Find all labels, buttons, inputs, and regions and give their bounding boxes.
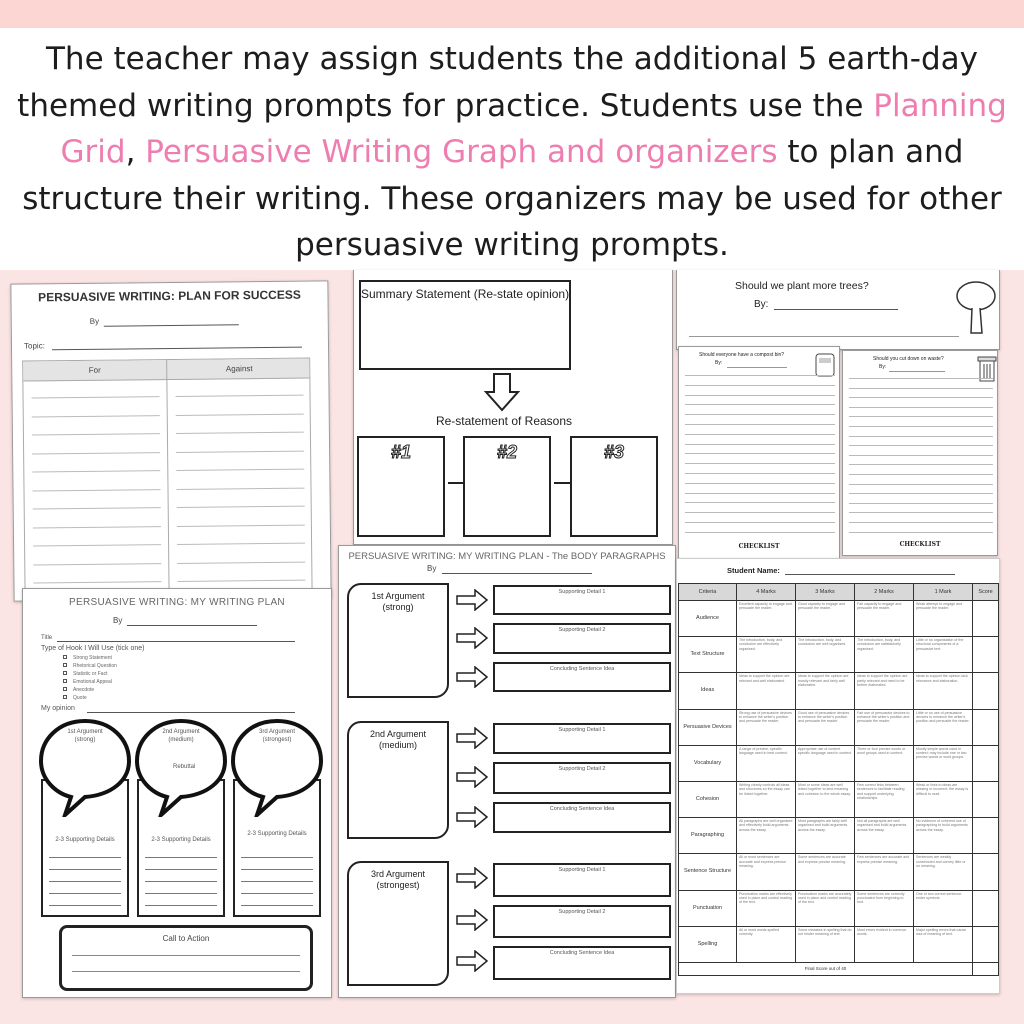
right-arrow-icon	[455, 627, 489, 649]
argument-label: 3rd Argument	[258, 729, 296, 735]
rubric-cell: Weak attempt to engage and persuade the reader.	[914, 601, 973, 637]
sheet-title: PERSUASIVE WRITING: PLAN FOR SUCCESS	[38, 287, 301, 305]
writing-line[interactable]	[145, 857, 217, 858]
writing-line[interactable]	[241, 881, 313, 882]
rubric-cell: Little or no use of persuasive devices to enhance the writer's position and persuade the reader.	[914, 709, 973, 745]
right-arrow-icon	[455, 867, 489, 889]
hook-label: Rhetorical Question	[73, 663, 117, 669]
argument-label: 2nd Argument	[162, 729, 200, 735]
checkbox-icon[interactable]	[63, 687, 67, 691]
summary-label: Summary Statement (Re-state opinion)	[361, 287, 570, 301]
detail-box[interactable]	[493, 905, 671, 939]
headline-text	[0, 28, 1024, 270]
criteria-cell: Audience	[679, 601, 737, 637]
supporting-details-label: 2-3 Supporting Details	[151, 837, 211, 843]
writing-line[interactable]	[849, 407, 993, 408]
detail-label: Supporting Detail 2	[558, 766, 606, 773]
writing-line[interactable]	[241, 905, 313, 906]
organizers-highlight: Persuasive Writing Graph and organizers	[145, 134, 778, 170]
rubric-cell: No evidence of coherent use of paragraphing to build arguments across the essay.	[914, 818, 973, 854]
rubric-header: Criteria	[679, 584, 737, 601]
right-arrow-icon	[455, 666, 489, 688]
checklist-label: CHECKLIST	[738, 543, 780, 550]
argument-strength: (strongest)	[262, 737, 292, 743]
detail-label: Supporting Detail 2	[558, 908, 606, 915]
hook-option[interactable]	[63, 655, 112, 661]
detail-box[interactable]	[493, 662, 671, 692]
checkbox-icon[interactable]	[63, 663, 67, 667]
rubric-cell: The introduction, body, and conclusion are satisfactorily organised.	[855, 637, 914, 673]
by-label: By:	[754, 299, 769, 310]
compost-prompt-sheet	[678, 346, 840, 560]
sheet-title: PERSUASIVE WRITING: MY WRITING PLAN	[69, 597, 285, 608]
rubric-header: 4 Marks	[737, 584, 796, 601]
writing-line[interactable]	[849, 474, 993, 475]
rubric-cell: All or most words spelled correctly.	[737, 926, 796, 962]
right-arrow-icon	[455, 806, 489, 828]
writing-line[interactable]	[849, 388, 993, 389]
argument-strength: (strongest)	[376, 880, 420, 890]
rubric-header: Score	[973, 584, 999, 601]
writing-line[interactable]	[849, 426, 993, 427]
writing-line[interactable]	[176, 487, 304, 489]
checkbox-icon[interactable]	[63, 679, 67, 683]
rubric-row	[679, 854, 999, 890]
headline-part-2: to plan and structure their writing. These organizers may be used for other persuasive writing prompts.	[22, 134, 1002, 263]
rubric-cell: Most paragraphs are fairly well organised and build arguments across the essay.	[796, 818, 855, 854]
criteria-cell: Sentence Structure	[679, 854, 737, 890]
score-cell[interactable]	[973, 601, 999, 637]
detail-label: Supporting Detail 2	[558, 627, 606, 634]
writing-line[interactable]	[849, 512, 993, 513]
hook-label: Type of Hook I Will Use (tick one)	[41, 645, 145, 652]
writing-line[interactable]	[685, 483, 835, 484]
rubric-cell: The introduction, body, and conclusion are effectively organised.	[737, 637, 796, 673]
rubric-row	[679, 890, 999, 926]
score-cell[interactable]	[973, 709, 999, 745]
summary-statement-box[interactable]	[359, 280, 571, 370]
rubric-cell: Not all paragraphs are well organised and build arguments across the essay.	[855, 818, 914, 854]
tree-icon	[954, 278, 998, 336]
hook-option[interactable]	[63, 663, 117, 669]
checklist-label: CHECKLIST	[899, 541, 941, 548]
reason-box[interactable]	[463, 436, 551, 537]
writing-line[interactable]	[849, 503, 993, 504]
writing-line[interactable]	[145, 869, 217, 870]
argument-strength: (strong)	[382, 602, 414, 612]
writing-line[interactable]	[176, 450, 304, 452]
rubric-row	[679, 637, 999, 673]
writing-line[interactable]	[177, 543, 305, 545]
writing-line[interactable]	[49, 905, 121, 906]
rebuttal-note: Rebuttal	[173, 764, 196, 770]
prompt-title: Should you cut down on waste?	[873, 356, 944, 362]
rubric-cell: Fair use of persuasive devices to enhance the writer's position and persuade the reader.	[855, 709, 914, 745]
plan-for-success-sheet	[10, 280, 331, 601]
rubric-cell: Fair capacity to engage and persuade the reader.	[855, 601, 914, 637]
rubric-cell: Some sentences are accurate and express precise meaning.	[796, 854, 855, 890]
hook-label: Anecdote	[73, 687, 95, 693]
writing-line[interactable]	[49, 857, 121, 858]
hook-label: Emotional Appeal	[73, 679, 112, 685]
writing-line[interactable]	[145, 881, 217, 882]
detail-box[interactable]	[493, 863, 671, 897]
writing-line[interactable]	[849, 493, 993, 494]
writing-line[interactable]	[685, 502, 835, 503]
writing-line[interactable]	[145, 893, 217, 894]
reason-box[interactable]	[570, 436, 658, 537]
rubric-cell: Ideas to support the opinion are relevant and well elaborated.	[737, 673, 796, 709]
prompt-title: Should we plant more trees?	[735, 280, 869, 292]
writing-line[interactable]	[49, 893, 121, 894]
rubric-cell: Weak or links to ideas are missing or incorrect; the essay is difficult to read.	[914, 781, 973, 817]
rubric-cell: Some mistakes in spelling that do not hinder meaning of text.	[796, 926, 855, 962]
rubric-cell: Mostly simple words used in context; may include one or two precise words or word groups.	[914, 745, 973, 781]
rubric-cell: All or most sentences are accurate and express precise meaning.	[737, 854, 796, 890]
rubric-cell: Writing clearly controls all ideas and structures so the essay can be linked together.	[737, 781, 796, 817]
writing-line[interactable]	[33, 544, 161, 546]
argument-label: 2nd Argument	[369, 729, 427, 739]
conclusion-sheet	[353, 270, 673, 545]
hook-label: Strong Statement	[73, 655, 112, 661]
down-arrow-icon	[482, 372, 522, 412]
writing-line[interactable]	[685, 404, 835, 405]
criteria-cell: Cohesion	[679, 781, 737, 817]
writing-line[interactable]	[849, 397, 993, 398]
writing-line[interactable]	[49, 869, 121, 870]
hook-option[interactable]	[63, 687, 94, 693]
argument-label: 1st Argument	[371, 591, 425, 601]
restatement-label: Re-statement of Reasons	[435, 414, 573, 428]
rubric-row	[679, 781, 999, 817]
detail-box[interactable]	[493, 623, 671, 653]
rubric-cell: Strong use of persuasive devices to enhance the writer's position and persuade the reader.	[737, 709, 796, 745]
score-cell[interactable]	[973, 854, 999, 890]
criteria-cell: Persuasive Devices	[679, 709, 737, 745]
rubric-cell: Three or four precise words or word groups used in context.	[855, 745, 914, 781]
detail-label: Supporting Detail 1	[558, 589, 606, 595]
rubric-cell: Ideas to support the opinion lack relevance and elaboration.	[914, 673, 973, 709]
writing-line[interactable]	[32, 396, 160, 398]
writing-line[interactable]	[685, 385, 835, 386]
by-label: By:	[715, 360, 723, 366]
writing-line[interactable]	[177, 506, 305, 508]
for-against-table	[22, 358, 312, 597]
right-arrow-icon	[448, 482, 464, 484]
hook-option[interactable]	[63, 671, 107, 677]
writing-line[interactable]	[849, 378, 993, 379]
detail-box[interactable]	[493, 946, 671, 980]
writing-line[interactable]	[241, 893, 313, 894]
writing-line[interactable]	[176, 395, 304, 397]
topic-label: Topic:	[23, 341, 45, 351]
hook-option[interactable]	[63, 679, 112, 685]
rubric-cell: One or two correct sentence-ender symbols.	[914, 890, 973, 926]
writing-line[interactable]	[685, 424, 835, 425]
rubric-cell: Punctuation marks are effectively used in place and control reading of the text.	[737, 890, 796, 926]
writing-line[interactable]	[32, 452, 160, 454]
rubric-cell: Most or some ideas are well linked together to lend meaning and cohesion to the whole essay.	[796, 781, 855, 817]
writing-line[interactable]	[685, 493, 835, 494]
score-cell[interactable]	[973, 818, 999, 854]
writing-line[interactable]	[241, 869, 313, 870]
by-label: By	[113, 616, 123, 625]
supporting-details-label: 2-3 Supporting Details	[247, 831, 307, 837]
criteria-cell: Text Structure	[679, 637, 737, 673]
rubric-cell: Excellent capacity to engage and persuade the reader.	[737, 601, 796, 637]
supporting-details-label: 2-3 Supporting Details	[55, 837, 115, 843]
rubric-cell: A range of precise, specific language used in best context.	[737, 745, 796, 781]
reason-box[interactable]	[357, 436, 445, 537]
criteria-cell: Spelling	[679, 926, 737, 962]
rubric-table	[678, 583, 999, 976]
rubric-footer-row	[679, 962, 999, 975]
score-cell[interactable]	[973, 781, 999, 817]
writing-line[interactable]	[177, 580, 305, 582]
right-arrow-icon	[455, 589, 489, 611]
col-against: Against	[225, 364, 253, 374]
col-for: For	[88, 365, 101, 375]
rubric-header: 2 Marks	[855, 584, 914, 601]
detail-box[interactable]	[493, 585, 671, 615]
rubric-cell: Few sentences are accurate and express precise meaning.	[855, 854, 914, 890]
trees-prompt-sheet	[676, 270, 1000, 350]
rubric-header: 3 Marks	[796, 584, 855, 601]
criteria-cell: Vocabulary	[679, 745, 737, 781]
detail-label: Supporting Detail 1	[558, 867, 606, 873]
checkbox-icon[interactable]	[63, 655, 67, 659]
writing-line[interactable]	[849, 532, 993, 533]
by-label: By	[427, 564, 437, 573]
writing-line[interactable]	[685, 473, 835, 474]
rubric-cell: Some sentences are correctly punctuated from beginning to end.	[855, 890, 914, 926]
detail-label: Concluding Sentence Idea	[549, 950, 615, 957]
writing-line[interactable]	[849, 416, 993, 417]
writing-line[interactable]	[685, 453, 835, 454]
score-cell[interactable]	[973, 637, 999, 673]
rubric-header: 1 Mark	[914, 584, 973, 601]
argument-strength: (medium)	[168, 737, 194, 743]
call-to-action-box[interactable]	[59, 925, 313, 991]
rubric-cell: Ideas to support the opinion are mostly relevant and fairly well elaborated.	[796, 673, 855, 709]
argument-box[interactable]	[347, 861, 449, 986]
argument-box[interactable]	[347, 583, 449, 698]
writing-line[interactable]	[241, 857, 313, 858]
score-cell[interactable]	[973, 673, 999, 709]
writing-line[interactable]	[32, 470, 160, 472]
rubric-row	[679, 818, 999, 854]
rubric-row	[679, 926, 999, 962]
criteria-cell: Ideas	[679, 673, 737, 709]
rubric-cell: Good use of persuasive devices to enhance the writer's position and persuade the reader.	[796, 709, 855, 745]
right-arrow-icon	[455, 727, 489, 749]
rubric-row	[679, 601, 999, 637]
rubric-row	[679, 709, 999, 745]
title-label: Title	[41, 635, 53, 641]
reason-number: #2	[496, 442, 518, 462]
rubric-cell: Appropriate use of content specific language used in context.	[796, 745, 855, 781]
by-label: By:	[879, 364, 887, 370]
hook-label: Quote	[73, 695, 87, 701]
writing-line[interactable]	[32, 415, 160, 417]
writing-line[interactable]	[849, 464, 993, 465]
score-cell[interactable]	[973, 745, 999, 781]
rubric-cell: Ideas to support the opinion are partly relevant and need to be further elaborated.	[855, 673, 914, 709]
checkbox-icon[interactable]	[63, 695, 67, 699]
detail-box[interactable]	[493, 723, 671, 754]
detail-label: Supporting Detail 1	[558, 727, 606, 733]
writing-line[interactable]	[685, 414, 835, 415]
headline-part-1: The teacher may assign students the additional 5 earth-day themed writing prompts for practice. Students use the	[17, 41, 979, 124]
writing-line[interactable]	[177, 561, 305, 563]
writing-line[interactable]	[33, 563, 161, 565]
writing-line[interactable]	[685, 444, 835, 445]
planning-grid-highlight: Planning Grid	[60, 87, 1007, 170]
criteria-cell: Paragraphing	[679, 818, 737, 854]
right-arrow-icon	[554, 482, 570, 484]
prompt-title: Should everyone have a compost bin?	[699, 352, 785, 358]
writing-line[interactable]	[176, 413, 304, 415]
final-score-label: Final Score out of 40	[679, 962, 973, 975]
argument-label: 3rd Argument	[370, 869, 426, 879]
detail-label: Concluding Sentence Idea	[549, 665, 615, 672]
call-to-action-label: Call to Action	[162, 934, 210, 943]
right-arrow-icon	[455, 950, 489, 972]
rubric-cell: All paragraphs are well organised and effectively build arguments across the essay.	[737, 818, 796, 854]
writing-line[interactable]	[685, 522, 835, 523]
writing-line[interactable]	[849, 436, 993, 437]
rubric-cell: Sentences are weakly constructed and convey little or no meaning.	[914, 854, 973, 890]
right-arrow-icon	[455, 909, 489, 931]
reason-number: #1	[390, 442, 412, 462]
writing-line[interactable]	[849, 484, 993, 485]
writing-line[interactable]	[177, 524, 305, 526]
argument-box[interactable]	[347, 721, 449, 839]
writing-line[interactable]	[685, 375, 835, 376]
by-label: By	[89, 316, 100, 326]
rubric-cell: Major spelling errors that cause loss of meaning of text.	[914, 926, 973, 962]
writing-line[interactable]	[32, 433, 160, 435]
opinion-label: My opinion	[41, 705, 75, 712]
writing-line[interactable]	[849, 445, 993, 446]
student-name-label: Student Name:	[727, 566, 780, 575]
waste-prompt-sheet	[842, 350, 998, 556]
writing-line[interactable]	[33, 489, 161, 491]
score-cell[interactable]	[973, 926, 999, 962]
rubric-row	[679, 673, 999, 709]
writing-line[interactable]	[33, 526, 161, 528]
rubric-cell: The introduction, body, and conclusion are well organised.	[796, 637, 855, 673]
body-paragraphs-sheet	[338, 545, 676, 998]
writing-line[interactable]	[33, 507, 161, 509]
writing-line[interactable]	[685, 395, 835, 396]
writing-line[interactable]	[685, 512, 835, 513]
rubric-cell: Most errors evident in common words.	[855, 926, 914, 962]
argument-label: 1st Argument	[67, 729, 103, 735]
writing-line[interactable]	[685, 532, 835, 533]
my-writing-plan-sheet	[22, 588, 332, 998]
argument-strength: (strong)	[74, 737, 96, 743]
writing-line[interactable]	[49, 881, 121, 882]
sheet-title: PERSUASIVE WRITING: MY WRITING PLAN - The BODY PARAGRAPHS	[348, 551, 666, 562]
writing-line[interactable]	[849, 522, 993, 523]
score-cell[interactable]	[973, 890, 999, 926]
detail-label: Concluding Sentence Idea	[549, 805, 615, 812]
rubric-cell: Good capacity to engage and persuade the reader.	[796, 601, 855, 637]
final-score-cell[interactable]	[973, 962, 999, 975]
writing-line[interactable]	[33, 581, 161, 583]
criteria-cell: Punctuation	[679, 890, 737, 926]
hook-label: Statistic or Fact	[73, 671, 108, 677]
detail-box[interactable]	[493, 762, 671, 793]
detail-box[interactable]	[493, 802, 671, 833]
reason-number: #3	[603, 442, 625, 462]
rubric-row	[679, 745, 999, 781]
hook-option[interactable]	[63, 695, 87, 701]
rubric-cell: Punctuation marks are accurately used in place and control reading of the text.	[796, 890, 855, 926]
writing-line[interactable]	[145, 905, 217, 906]
writing-line[interactable]	[176, 469, 304, 471]
writing-line[interactable]	[685, 434, 835, 435]
right-arrow-icon	[455, 766, 489, 788]
writing-line[interactable]	[849, 455, 993, 456]
writing-line[interactable]	[685, 463, 835, 464]
checkbox-icon[interactable]	[63, 671, 67, 675]
rubric-cell: Few correct links between sentences to facilitate reading and support underlying relationships.	[855, 781, 914, 817]
rubric-cell: Little or no organisation of the structural components of a persuasive text.	[914, 637, 973, 673]
argument-strength: (medium)	[378, 740, 417, 750]
headline-separator: ,	[125, 134, 146, 170]
top-banner-strip	[0, 0, 1024, 28]
writing-line[interactable]	[176, 432, 304, 434]
